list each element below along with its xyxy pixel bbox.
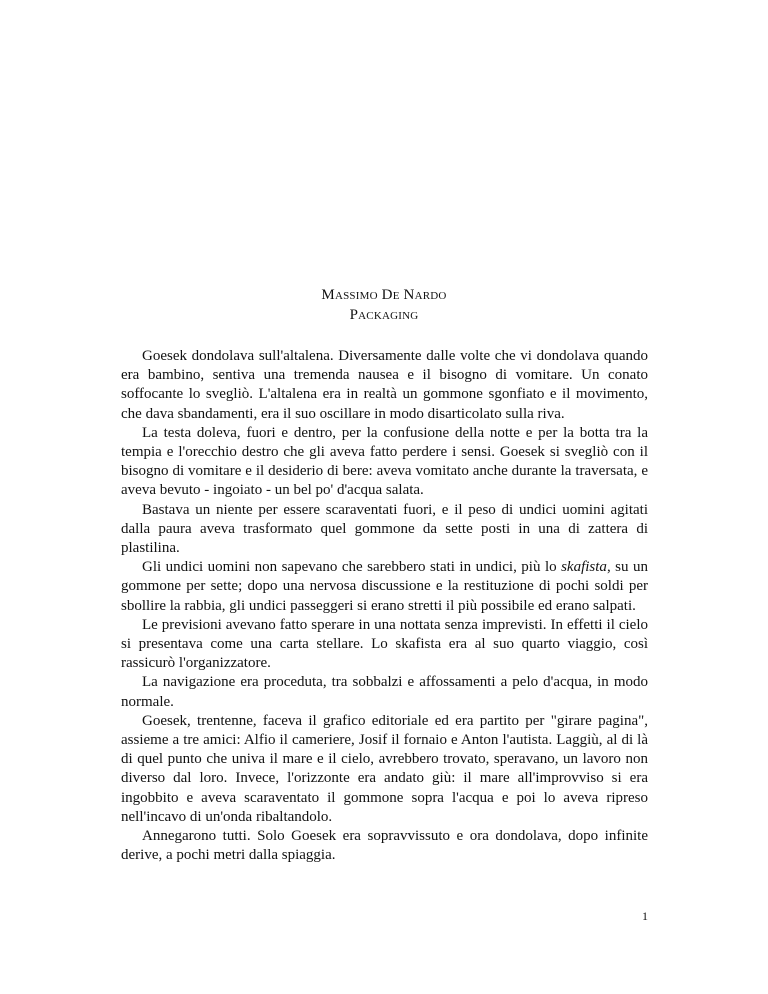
- emphasized-word: skafista: [561, 559, 607, 576]
- paragraph-4: [121, 558, 648, 616]
- paragraph-5: Le previsioni avevano fatto sperare in una nottata senza imprevisti. In effetti il cielo si presentava come una carta stellare. Lo skafista era al suo quarto viaggio, così rassicurò l'organizzatore.: [121, 616, 648, 672]
- paragraph-4-end: , su un gommone per sette; dopo una nervosa discussione e la restituzione di pochi soldi per sbollire la rabbia, gli undici passeggeri si erano stretti il più possibile ed erano salpati.: [121, 559, 648, 614]
- paragraph-3: Bastava un niente per essere scaraventati fuori, e il peso di undici uomini agitati dalla paura aveva trasformato quel gommone da sette posti in una di zattera di plastilina.: [121, 501, 648, 557]
- page-number: 1: [642, 909, 648, 923]
- paragraph-2: La testa doleva, fuori e dentro, per la confusione della notte e per la botta tra la tempia e l'orecchio destro che gli aveva fatto perdere i sensi. Goesek si svegliò con il bisogno di vomitare e il desiderio di bere: aveva vomitato anche durante la traversata, e aveva bevuto - ingoiato - un bel po' d'acqua salata.: [121, 424, 648, 499]
- story-body: [121, 347, 648, 865]
- paragraph-8: Annegarono tutti. Solo Goesek era sopravvissuto e ora dondolava, dopo infinite derive, a pochi metri dalla spiaggia.: [121, 828, 648, 864]
- paragraph-4-start: Gli undici uomini non sapevano che sarebbero stati in undici, più lo: [142, 559, 562, 576]
- story-title: Packaging: [349, 307, 419, 323]
- paragraph-1: Goesek dondolava sull'altalena. Diversamente dalle volte che vi dondolava quando era bambino, sentiva una tremenda nausea e il bisogno di vomitare. Un conato soffocante lo svegliò. L'altalena era in realtà un gommone sgonfiato e il movimento, che dava sbandamenti, era il suo oscillare in modo disarticolato sulla riva.: [121, 348, 648, 422]
- paragraph-7: Goesek, trentenne, faceva il grafico editoriale ed era partito per "girare pagina", assieme a tre amici: Alfio il cameriere, Josif il fornaio e Anton l'autista. Laggiù, al di là di quel punto che univa il mare e il cielo, avrebbero trovato, speravano, un lavoro non diverso dal loro. Invece, l'orizzonte era andato giù: il mare all'improvviso si era ingobbito e aveva scaraventato il gommone sopra l'acqua e poi lo aveva ripreso nell'incavo di un'onda ribaltandolo.: [121, 712, 648, 825]
- paragraph-6: La navigazione era proceduta, tra sobbalzi e affossamenti a pelo d'acqua, in modo normale.: [121, 674, 648, 710]
- author-name: Massimo De Nardo: [321, 287, 447, 303]
